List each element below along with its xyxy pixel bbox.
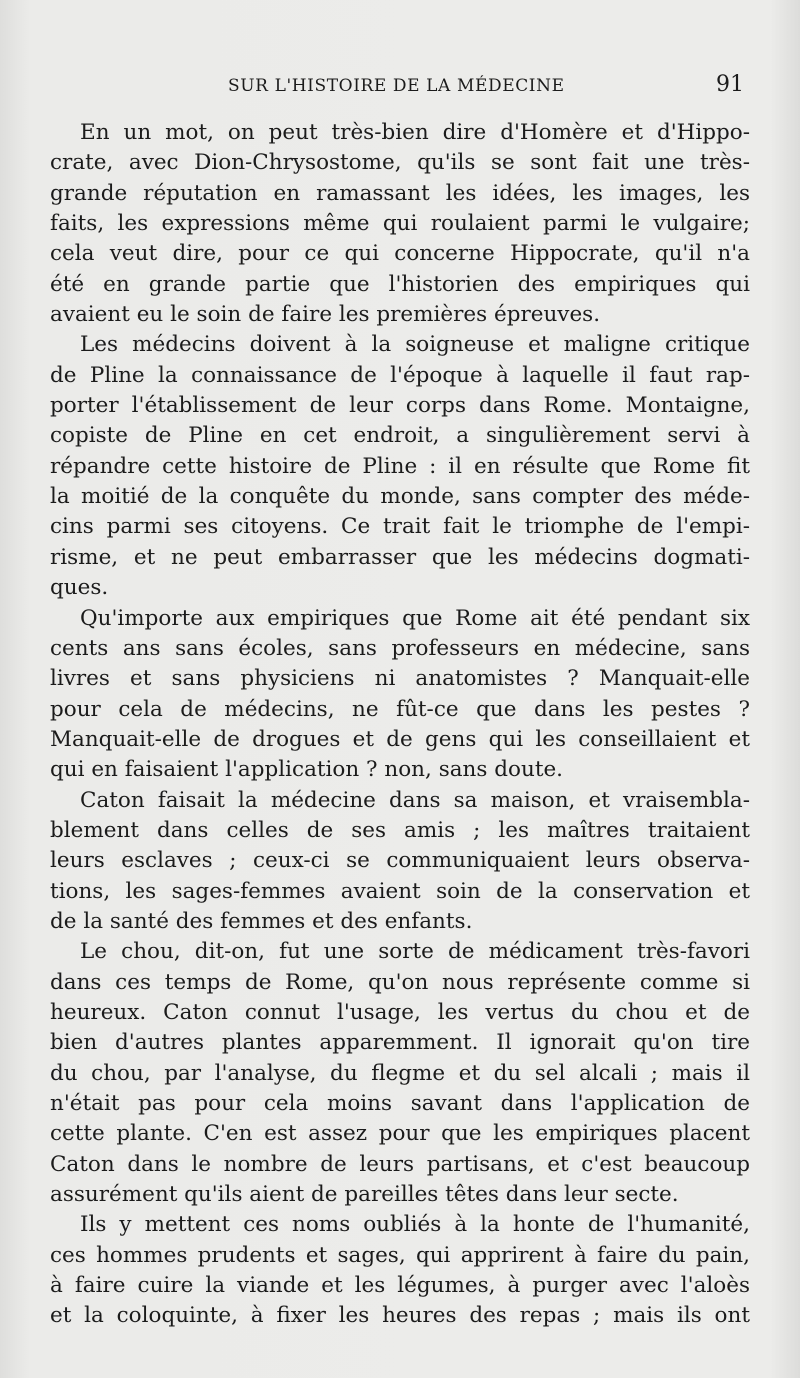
text-line: Caton dans le nombre de leurs partisans, et c'est beaucoup <box>50 1151 750 1177</box>
page-header <box>0 72 800 102</box>
text-line: la moitié de la conquête du monde, sans compter des méde- <box>50 484 750 510</box>
text-line: été en grande partie que l'historien des empiriques qui <box>50 271 750 297</box>
text-line: bien d'autres plantes apparemment. Il ignorait qu'on tire <box>50 1030 750 1056</box>
page-number: 91 <box>716 72 744 97</box>
text-line: porter l'établissement de leur corps dans Rome. Montaigne, <box>50 393 750 419</box>
body-text <box>50 118 750 1332</box>
text-line: tions, les sages-femmes avaient soin de la conservation et <box>50 878 750 904</box>
text-line: Manquait-elle de drogues et de gens qui les conseillaient et <box>50 726 750 752</box>
text-line: faits, les expressions même qui roulaient parmi le vulgaire; <box>50 211 750 237</box>
text-line: qui en faisaient l'application ? non, sans doute. <box>50 757 564 783</box>
text-line: du chou, par l'analyse, du flegme et du sel alcali ; mais il <box>50 1060 750 1086</box>
text-line: ques. <box>50 575 109 601</box>
text-line: ces hommes prudents et sages, qui apprirent à faire du pain, <box>50 1242 750 1268</box>
text-line: de la santé des femmes et des enfants. <box>50 908 473 934</box>
text-line: pour cela de médecins, ne fût-ce que dans les pestes ? <box>50 696 750 722</box>
text-line: dans ces temps de Rome, qu'on nous représente comme si <box>50 969 750 995</box>
text-line: grande réputation en ramassant les idées, les images, les <box>50 180 750 206</box>
text-line: cents ans sans écoles, sans professeurs en médecine, sans <box>50 635 750 661</box>
running-title: SUR L'HISTOIRE DE LA MÉDECINE <box>228 76 565 96</box>
text-line: assurément qu'ils aient de pareilles têtes dans leur secte. <box>50 1182 679 1208</box>
text-line: répandre cette histoire de Pline : il en résulte que Rome fit <box>50 453 750 479</box>
text-line: de Pline la connaissance de l'époque à laquelle il faut rap- <box>50 362 750 388</box>
text-line: et la coloquinte, à fixer les heures des repas ; mais ils ont <box>50 1303 750 1329</box>
text-line: Ils y mettent ces noms oubliés à la honte de l'humanité, <box>80 1212 750 1238</box>
text-line: à faire cuire la viande et les légumes, à purger avec l'aloès <box>50 1273 750 1299</box>
text-line: cela veut dire, pour ce qui concerne Hippocrate, qu'il n'a <box>50 241 750 267</box>
text-line: Qu'importe aux empiriques que Rome ait été pendant six <box>80 605 750 631</box>
text-line: avaient eu le soin de faire les premières épreuves. <box>50 302 601 328</box>
text-line: leurs esclaves ; ceux-ci se communiquaient leurs observa- <box>50 848 750 874</box>
text-line: heureux. Caton connut l'usage, les vertus du chou et de <box>50 999 750 1025</box>
text-line: crate, avec Dion-Chrysostome, qu'ils se sont fait une très- <box>50 150 750 176</box>
text-line: livres et sans physiciens ni anatomistes ? Manquait-elle <box>50 666 750 692</box>
text-line: Le chou, dit-on, fut une sorte de médicament très-favori <box>80 939 750 965</box>
text-line: Caton faisait la médecine dans sa maison, et vraisembla- <box>80 787 750 813</box>
text-line: blement dans celles de ses amis ; les maîtres traitaient <box>50 817 750 843</box>
text-line: cette plante. C'en est assez pour que les empiriques placent <box>50 1121 750 1147</box>
text-line: Les médecins doivent à la soigneuse et maligne critique <box>80 332 750 358</box>
text-line: copiste de Pline en cet endroit, a singulièrement servi à <box>50 423 750 449</box>
text-line: cins parmi ses citoyens. Ce trait fait le triomphe de l'empi- <box>50 514 750 540</box>
text-line: n'était pas pour cela moins savant dans l'application de <box>50 1091 750 1116</box>
text-line: En un mot, on peut très-bien dire d'Homère et d'Hippo- <box>80 120 750 145</box>
text-line: risme, et ne peut embarrasser que les médecins dogmati- <box>50 544 750 570</box>
